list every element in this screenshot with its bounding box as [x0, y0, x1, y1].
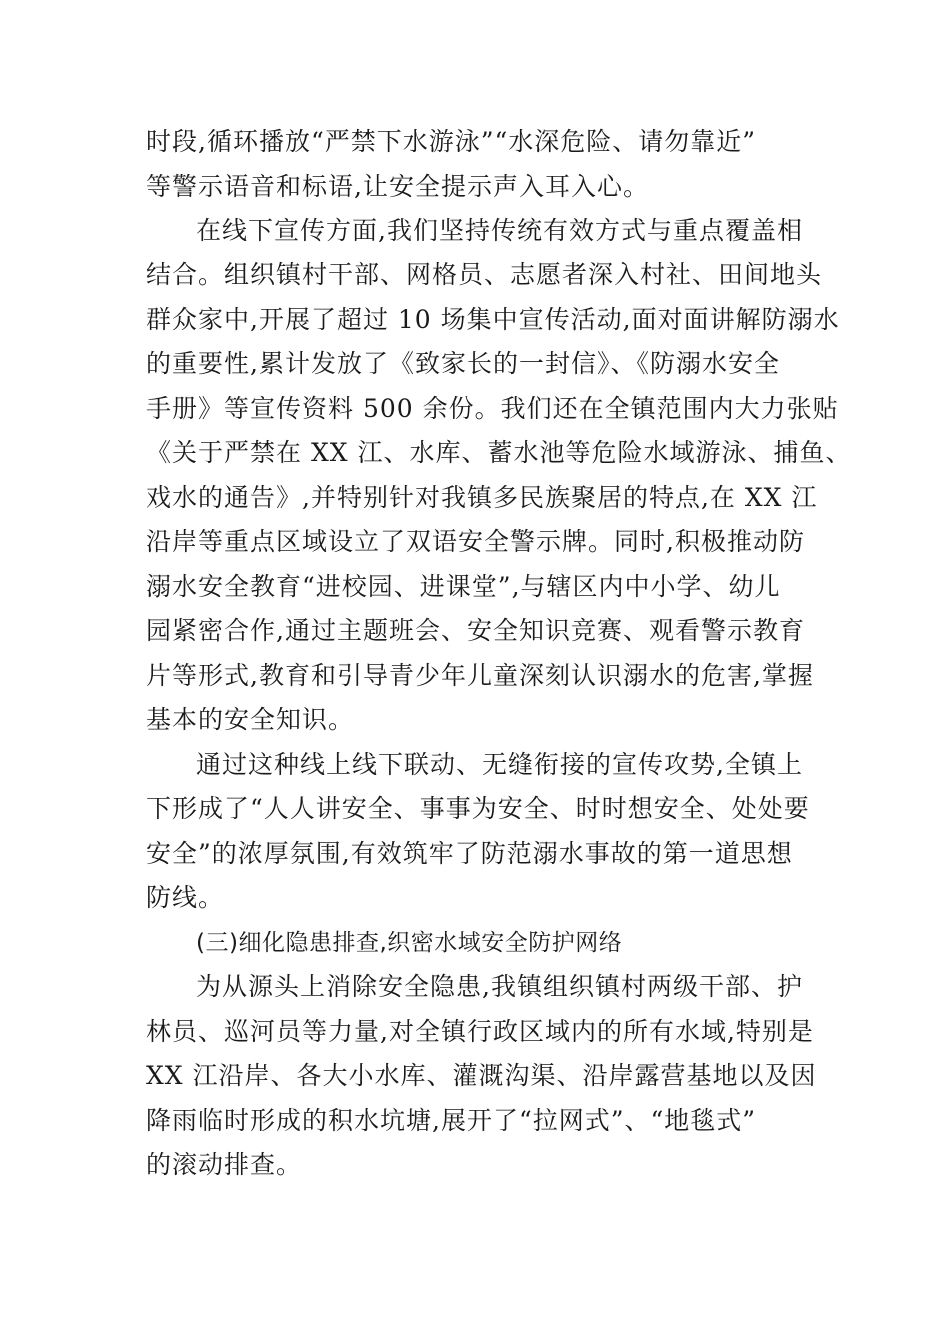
text-line: 溺水安全教育“进校园、进课堂”,与辖区内中小学、幼儿 [146, 572, 781, 601]
paragraph-first-line: 通过这种线上线下联动、无缝衔接的宣传攻势,全镇上 [196, 750, 803, 779]
text-line: 《关于严禁在 XX 江、水库、蓄水池等危险水域游泳、捕鱼、 [146, 438, 852, 467]
text-line: 安全”的浓厚氛围,有效筑牢了防范溺水事故的第一道思想 [146, 839, 793, 868]
text-line: 结合。组织镇村干部、网格员、志愿者深入村社、田间地头 [146, 260, 823, 289]
text-line: 林员、巡河员等力量,对全镇行政区域内的所有水域,特别是 [146, 1017, 814, 1046]
text-line: 防线。 [146, 883, 225, 912]
text-line: 等警示语音和标语,让安全提示声入耳入心。 [146, 172, 649, 201]
paragraph-first-line: 为从源头上消除安全隐患,我镇组织镇村两级干部、护 [196, 972, 803, 1001]
section-heading: (三)细化隐患排查,织密水域安全防护网络 [196, 930, 623, 956]
text-line: 手册》等宣传资料 500 余份。我们还在全镇范围内大力张贴 [146, 394, 839, 423]
text-line: 时段,循环播放“严禁下水游泳”“水深危险、请勿靠近” [146, 127, 757, 156]
text-line: 下形成了“人人讲安全、事事为安全、时时想安全、处处要 [146, 794, 810, 823]
text-line: 群众家中,开展了超过 10 场集中宣传活动,面对面讲解防溺水 [146, 305, 840, 334]
paragraph-first-line: 在线下宣传方面,我们坚持传统有效方式与重点覆盖相 [196, 216, 803, 245]
text-line: 降雨临时形成的积水坑塘,展开了“拉网式”、“地毯式” [146, 1106, 757, 1135]
text-line: 的重要性,累计发放了《致家长的一封信》、《防溺水安全 [146, 349, 780, 378]
text-line: 基本的安全知识。 [146, 705, 355, 734]
text-line: 片等形式,教育和引导青少年儿童深刻认识溺水的危害,掌握 [146, 661, 814, 690]
text-line: XX 江沿岸、各大小水库、灌溉沟渠、沿岸露营基地以及因 [146, 1061, 817, 1090]
text-line: 的滚动排查。 [146, 1150, 303, 1179]
text-line: 园紧密合作,通过主题班会、安全知识竞赛、观看警示教育 [146, 616, 805, 645]
text-line: 戏水的通告》,并特别针对我镇多民族聚居的特点,在 XX 江 [146, 483, 818, 512]
text-line: 沿岸等重点区域设立了双语安全警示牌。同时,积极推动防 [146, 527, 805, 556]
